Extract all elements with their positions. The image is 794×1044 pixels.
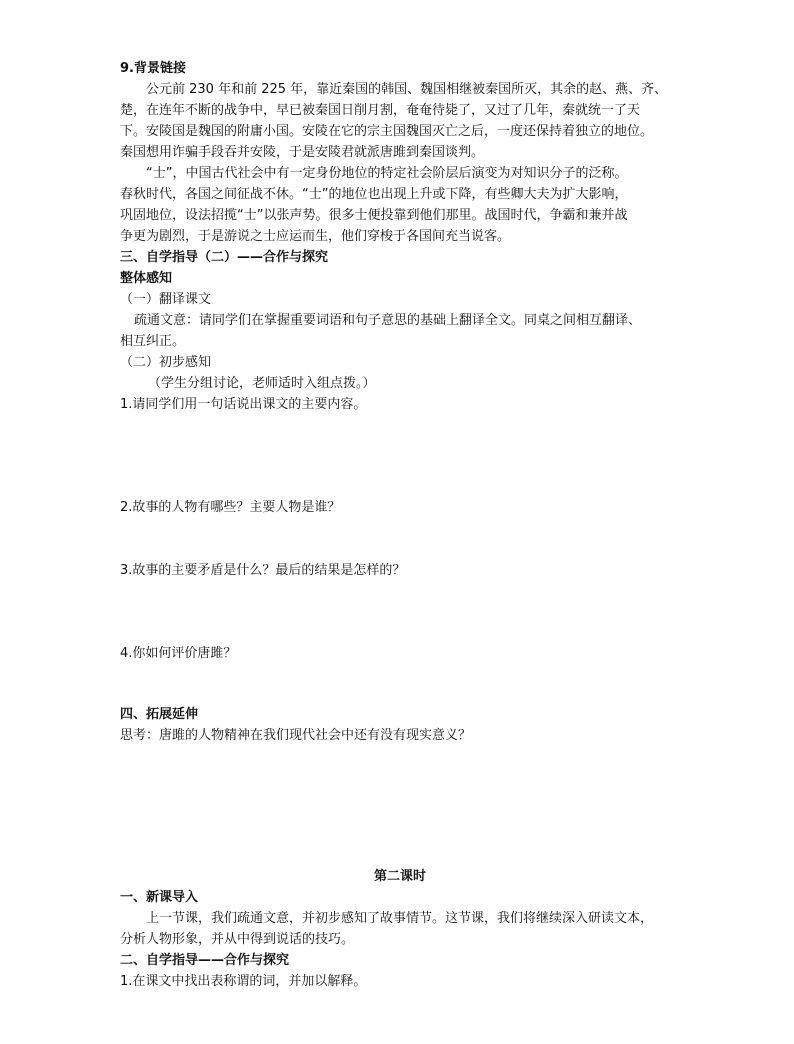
lesson-2-title: 第二课时: [373, 869, 426, 884]
answer-space-3: [120, 581, 680, 643]
new-lesson-text-line-1: 上一节课，我们疏通文意，并初步感知了故事情节。这节课，我们将继续深入研读文本，: [146, 911, 654, 926]
translate-text-line-1: 疏通文意：请同学们在掌握重要词语和句子意思的基础上翻译全文。同桌之间相互翻译、: [134, 313, 642, 328]
question-3: 3.故事的主要矛盾是什么？最后的结果是怎样的？: [120, 563, 406, 578]
background-paragraph-1-line-4: 秦国想用诈骗手段吞并安陵，于是安陵君就派唐雎到秦国谈判。: [120, 145, 485, 160]
question-2: 2.故事的人物有哪些？主要人物是谁？: [120, 500, 341, 515]
background-paragraph-1-line-2: 楚，在连年不断的战争中，早已被秦国日削月割，奄奄待毙了，又过了几年，秦就统一了天: [120, 103, 641, 118]
answer-space-think: [120, 746, 680, 866]
background-paragraph-2-line-2: 春秋时代，各国之间征战不休。“士”的地位也出现上升或下降，有些卿大夫为扩大影响，: [120, 187, 628, 202]
translate-text-line-2: 相互纠正。: [120, 334, 186, 349]
background-paragraph-1-line-3: 下。安陵国是魏国的附庸小国。安陵在它的宗主国魏国灭亡之后，一度还保持着独立的地位。: [120, 124, 654, 139]
question-4: 4.你如何评价唐雎？: [120, 646, 237, 661]
question-1: 1.请同学们用一句话说出课文的主要内容。: [120, 397, 367, 412]
new-lesson-heading: 一、新课导入: [120, 890, 199, 905]
group-discussion-note: （学生分组讨论，老师适时入组点拨。）: [148, 376, 376, 391]
answer-space-2: [120, 518, 680, 560]
translate-title: （一）翻译课文: [120, 292, 212, 307]
answer-space-1: [120, 415, 680, 497]
background-paragraph-2-line-4: 争更为剧烈，于是游说之士应运而生，他们穿梭于各国间充当说客。: [120, 229, 511, 244]
preliminary-perception-title: （二）初步感知: [120, 355, 212, 370]
background-paragraph-2-line-1: “士”，中国古代社会中有一定身份地位的特定社会阶层后演变为对知识分子的泛称。: [146, 166, 628, 181]
background-heading: 9.背景链接: [120, 61, 186, 76]
lesson-2-question-1: 1.在课文中找出表称谓的词，并加以解释。: [120, 974, 367, 989]
document-page: [120, 58, 680, 992]
think-question: 思考：唐雎的人物精神在我们现代社会中还有没有现实意义？: [120, 728, 472, 743]
answer-space-4: [120, 664, 680, 704]
section-4-heading: 四、拓展延伸: [120, 707, 199, 722]
overall-perception-heading: 整体感知: [120, 271, 173, 286]
background-paragraph-2-line-3: 巩固地位，设法招揽“士”以张声势。很多士便投靠到他们那里。战国时代，争霸和兼并战: [120, 208, 628, 223]
self-study-heading: 二、自学指导——合作与探究: [120, 953, 290, 968]
section-3-heading: 三、自学指导（二）——合作与探究: [120, 250, 329, 265]
new-lesson-text-line-2: 分析人物形象，并从中得到说话的技巧。: [120, 932, 355, 947]
background-paragraph-1-line-1: 公元前 230 年和前 225 年，靠近秦国的韩国、魏国相继被秦国所灭，其余的赵、燕、齐、: [146, 82, 668, 97]
